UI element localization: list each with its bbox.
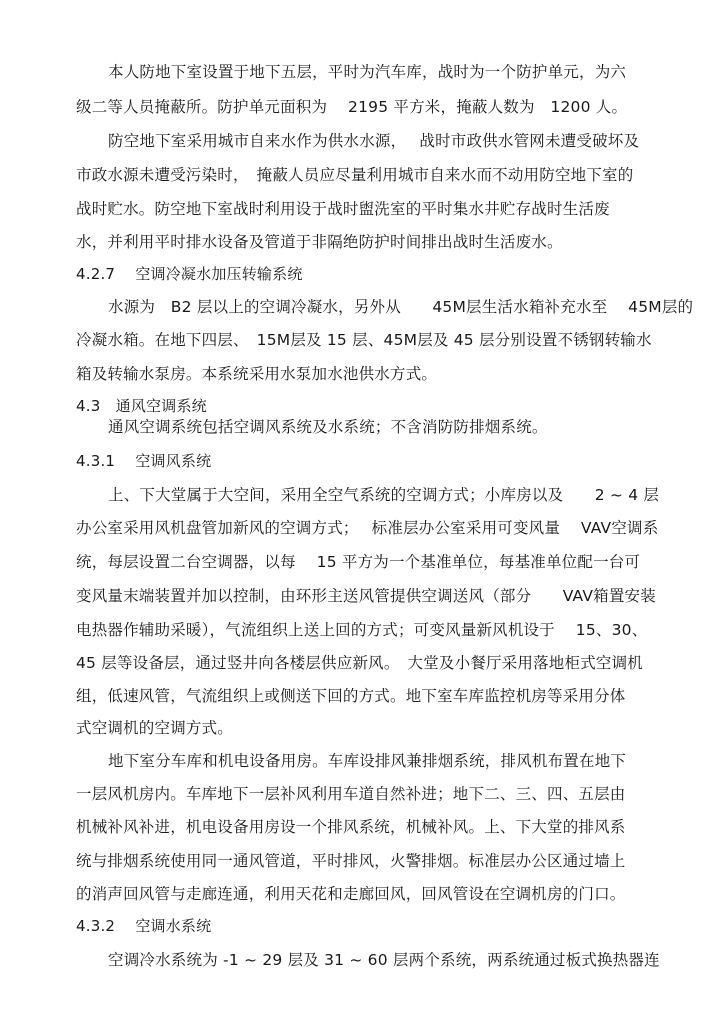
para-line: 的消声回风管与走廊连通，利用天花和走廊回风，回风管设在空调机房的门口。 <box>76 885 626 903</box>
para-line: 水，并利用平时排水设备及管道于非隔绝防护时间排出战时生活废水。 <box>76 233 563 251</box>
section-heading: 4.2.7 空调冷凝水加压转输系统 <box>76 265 303 283</box>
para-line: 电热器作辅助采暖），气流组织上送上回的方式；可变风量新风机设于 15、30、 <box>76 621 648 639</box>
para-line: 办公室采用风机盘管加新风的空调方式； 标准层办公室采用可变风量 VAV空调系 <box>76 519 659 537</box>
para-line: 一层风机房内。车库地下一层补风利用车道自然补进；地下二、三、四、五层由 <box>76 785 626 803</box>
para-line: 空调冷水系统为 -1 ~ 29 层及 31 ~ 60 层两个系统，两系统通过板式换热器连 <box>108 951 660 969</box>
section-heading: 4.3 通风空调系统 <box>76 397 207 415</box>
para-line: 变风量末端装置并加以控制，由环形主送风管提供空调送风（部分 VAV箱置安装 <box>76 587 656 605</box>
section-heading: 4.3.2 空调水系统 <box>76 917 212 935</box>
para-line: 本人防地下室设置于地下五层，平时为汽车库，战时为一个防护单元，为六 <box>108 63 627 81</box>
para-line: 防空地下室采用城市自来水作为供水水源， 战时市政供水管网未遭受破坏及 <box>108 132 640 150</box>
para-line: 冷凝水箱。在地下四层、 15M层及 15 层、45M层及 45 层分别设置不锈钢转输水 <box>76 331 652 349</box>
para-line: 级二等人员掩蔽所。防护单元面积为 2195 平方米，掩蔽人数为 1200 人。 <box>76 98 628 116</box>
para-line: 统与排烟系统使用同一通风管道，平时排风，火警排烟。标准层办公区通过墙上 <box>76 852 626 870</box>
para-line: 上、下大堂属于大空间，采用全空气系统的空调方式；小库房以及 2 ~ 4 层 <box>108 486 660 504</box>
para-line: 式空调机的空调方式。 <box>76 719 234 737</box>
para-line: 地下室分车库和机电设备用房。车库设排风兼排烟系统，排风机布置在地下 <box>108 752 627 770</box>
section-heading: 4.3.1 空调风系统 <box>76 452 212 470</box>
para-line: 市政水源未遭受污染时， 掩蔽人员应尽量利用城市自来水而不动用防空地下室的 <box>76 166 634 184</box>
para-line: 战时贮水。防空地下室战时利用设于战时盥洗室的平时集水井贮存战时生活废 <box>76 200 610 218</box>
para-line: 统，每层设置二台空调器，以每 15 平方为一个基准单位，每基准单位配一台可 <box>76 553 641 571</box>
para-line: 组，低速风管，气流组织上或侧送下回的方式。地下室车库监控机房等采用分体 <box>76 687 626 705</box>
para-line: 45 层等设备层，通过竖井向各楼层供应新风。 大堂及小餐厅采用落地柜式空调机 <box>76 654 644 672</box>
para-line: 机械补风补进，机电设备用房设一个排风系统，机械补风。上、下大堂的排风系 <box>76 818 626 836</box>
para-line: 通风空调系统包括空调风系统及水系统；不含消防防排烟系统。 <box>108 418 548 436</box>
para-line: 箱及转输水泵房。本系统采用水泵加水池供水方式。 <box>76 365 438 383</box>
para-line: 水源为 B2 层以上的空调冷凝水，另外从 45M层生活水箱补充水至 45M层的 <box>108 298 694 316</box>
